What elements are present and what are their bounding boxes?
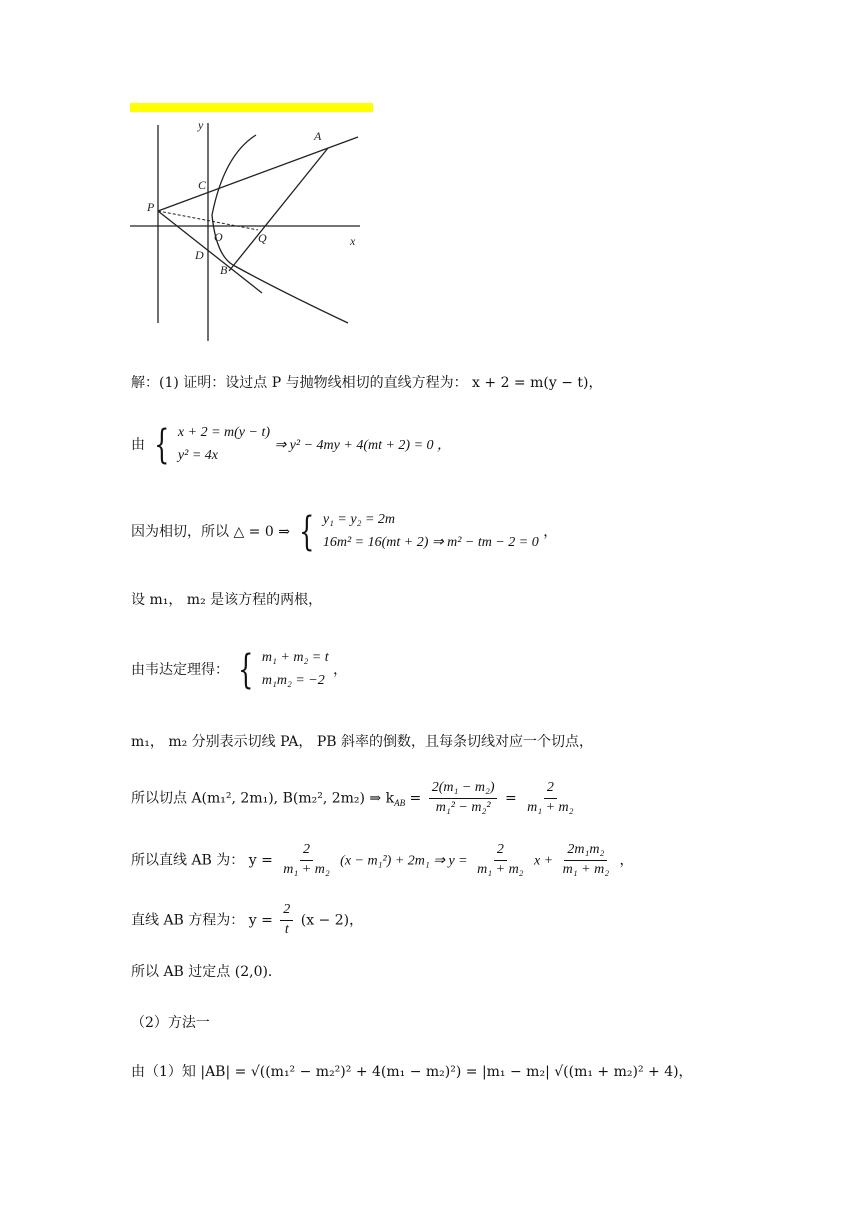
l8-post: ， xyxy=(619,852,634,869)
l8-pre: 所以直线 AB 为： y = xyxy=(131,852,278,869)
text-line-11: （2）方法一 xyxy=(131,1015,210,1031)
l5-eq1: m₁ + m₂ = t xyxy=(261,650,329,666)
l3-system: { y₁ = y₂ = 2m 16m² = 16(mt + 2) ⇒ m² − tm − 2 = 0 xyxy=(299,509,539,555)
l9-frac: $\frac{2}{t}$ xyxy=(280,902,293,939)
text-line-5 xyxy=(131,647,348,693)
text-line-4: 设 m₁， m₂ 是该方程的两根， xyxy=(131,592,323,608)
l2-system: { x + 2 = m(y − t) y² = 4x xyxy=(154,422,270,468)
l5-pre: 由韦达定理得： xyxy=(131,662,229,678)
label-x: x xyxy=(350,234,356,248)
l7-pre: 所以切点 A(m₁², 2m₁), B(m₂², 2m₂) ⇒ k xyxy=(131,790,395,807)
l5-eq2: m₁m₂ = −2 xyxy=(261,673,325,688)
text-line-2 xyxy=(131,422,452,468)
l7-frac1: $\frac{\text{2(m₁ − m₂)}}{\text{m₁² − m₂²}}$ xyxy=(429,780,498,817)
l2-eq1: x + 2 = m(y − t) xyxy=(177,425,270,441)
l7-eq: = xyxy=(405,790,426,807)
l2-pre: 由 xyxy=(131,437,145,453)
text-line-6: m₁， m₂ 分别表示切线 PA， PB 斜率的倒数，且每条切线对应一个切点， xyxy=(131,734,593,750)
l2-post: ⇒ y² − 4my + 4(mt + 2) = 0 ， xyxy=(274,438,452,453)
label-b: B xyxy=(220,263,228,277)
l7-sub: AB xyxy=(394,798,406,809)
label-o: O xyxy=(214,230,223,244)
label-c: C xyxy=(198,178,207,192)
l3-eq2: 16m² = 16(mt + 2) ⇒ m² − tm − 2 = 0 xyxy=(322,535,539,550)
tangent-pb xyxy=(158,211,262,293)
l8-mid2: x + xyxy=(534,853,557,869)
l8-frac3: $\frac{\text{2m₁m₂}}{\text{m₁ + m₂}}$ xyxy=(562,842,610,877)
l8-mid: (x − m₁²) + 2m₁ ⇒ y = xyxy=(340,853,472,869)
parabola-curve xyxy=(212,135,348,323)
l3-pre: 因为相切，所以 △ = 0 ⇒ xyxy=(131,524,290,540)
text-line-7 xyxy=(131,780,580,817)
l7-frac2: $\frac{2}{\text{m₁ + m₂}}$ xyxy=(527,780,574,815)
l3-eq1: y₁ = y₂ = 2m xyxy=(322,512,396,528)
label-a: A xyxy=(314,129,322,143)
l3-post: ， xyxy=(543,524,558,540)
figure-labels xyxy=(146,118,356,277)
l9-post: (x − 2)， xyxy=(300,912,364,929)
l8-frac2: $\frac{2}{\text{m₁ + m₂}}$ xyxy=(477,842,524,877)
text-line-12: 由（1）知 |AB| = √((m₁² − m₂²)² + 4(m₁ − m₂)²) = |m₁ − m₂| √((m₁ + m₂)² + 4)， xyxy=(131,1064,693,1080)
highlight-bar xyxy=(130,103,373,112)
label-y: y xyxy=(198,118,204,132)
text-line-8 xyxy=(131,842,634,879)
parabola-figure xyxy=(128,115,368,345)
l5-system: { m₁ + m₂ = t m₁m₂ = −2 xyxy=(238,647,329,693)
text-line-1: 解：(1) 证明：设过点 P 与抛物线相切的直线方程为： x + 2 = m(y − t)， xyxy=(131,375,603,391)
l7-mid: = xyxy=(504,790,522,807)
label-d: D xyxy=(195,248,204,262)
l9-pre: 直线 AB 方程为： y = xyxy=(131,912,278,929)
text-line-10: 所以 AB 过定点 (2,0)． xyxy=(131,964,282,980)
l2-eq2: y² = 4x xyxy=(177,448,218,463)
text-line-3 xyxy=(131,509,558,555)
label-q: Q xyxy=(258,231,267,245)
l5-post: ， xyxy=(333,662,348,678)
label-p: P xyxy=(147,200,155,214)
l8-frac1: $\frac{2}{\text{m₁ + m₂}}$ xyxy=(283,842,330,877)
text-line-9 xyxy=(131,902,363,939)
